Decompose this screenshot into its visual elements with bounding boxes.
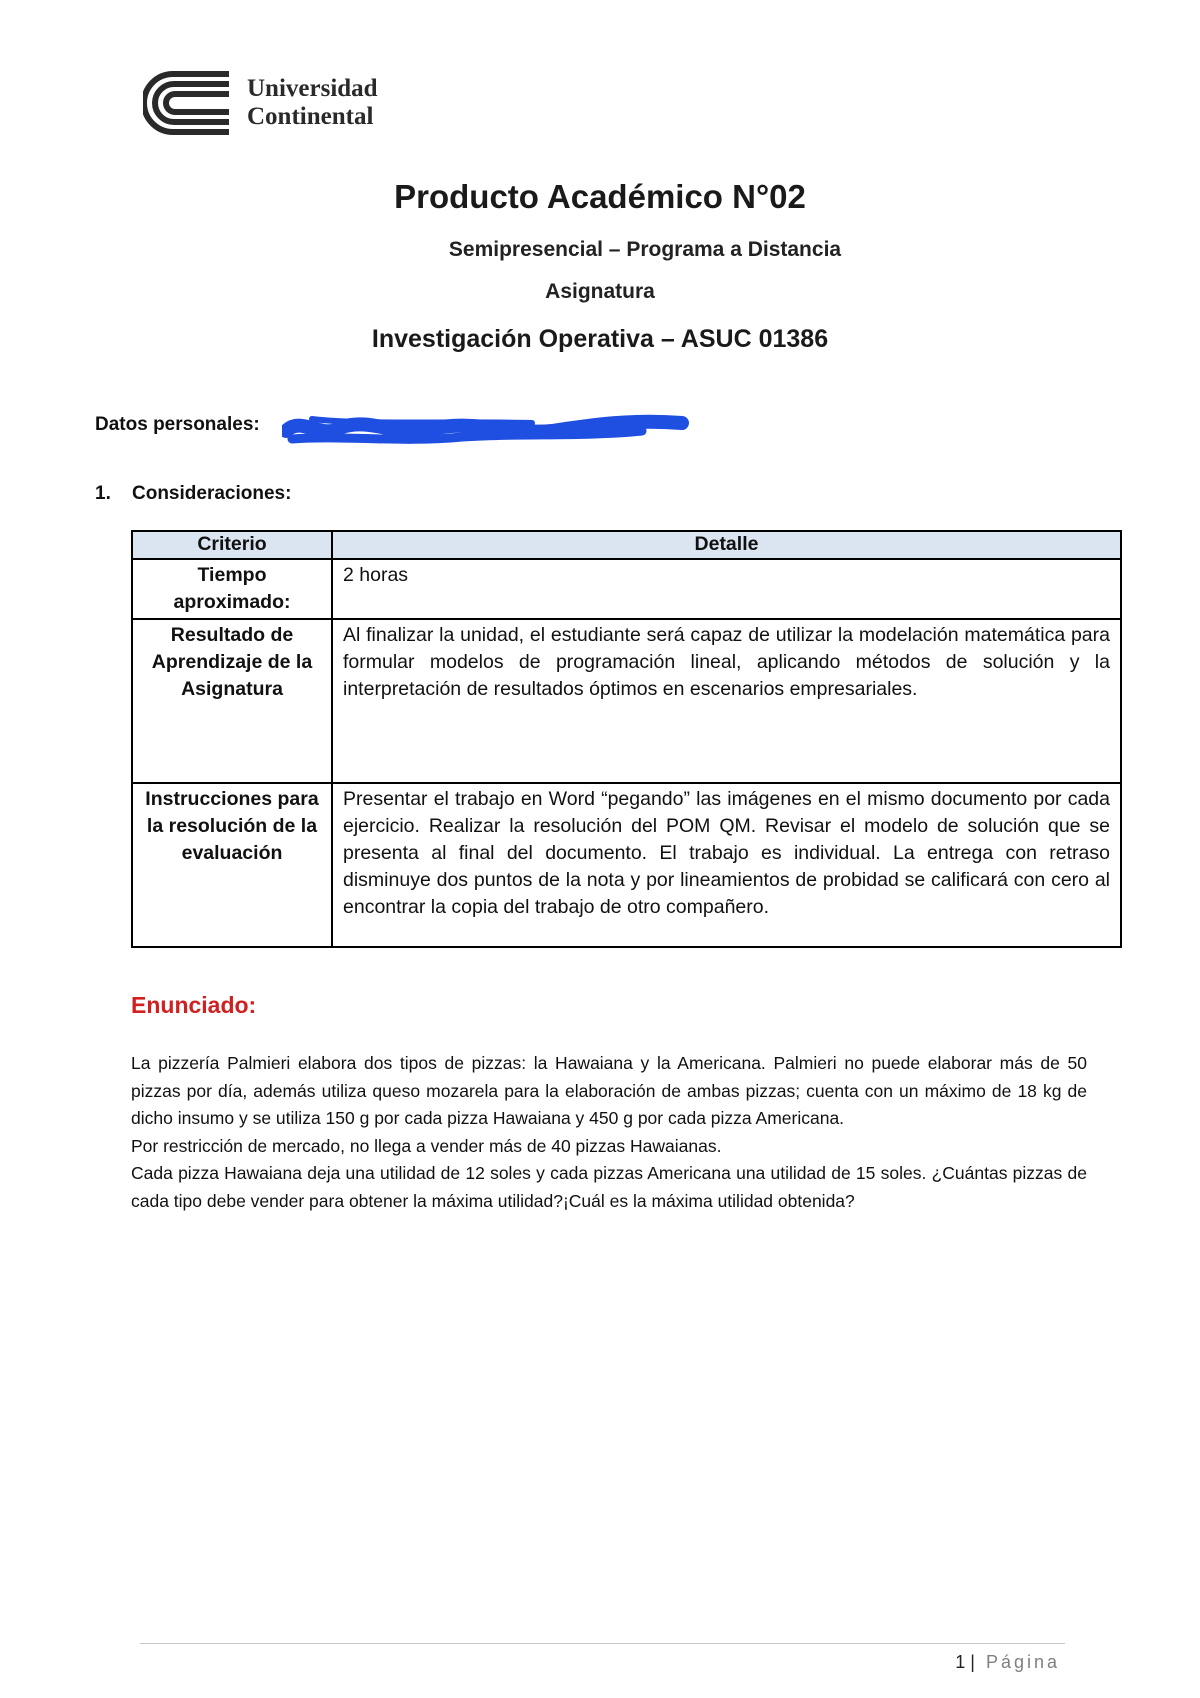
table-cell-detalle: Al finalizar la unidad, el estudiante será capaz de utilizar la modelación matemática para formular modelos de programación lineal, aplicando métodos de solución y la interpretación de resultados óptimos en escenarios empresariales. xyxy=(332,619,1121,783)
course-title: Investigación Operativa – ASUC 01386 xyxy=(371,325,829,353)
table-row xyxy=(132,619,1121,783)
section-heading xyxy=(95,483,291,505)
table-cell-criterio: Resultado de Aprendizaje de la Asignatura xyxy=(132,619,332,783)
university-logo-icon xyxy=(143,70,233,136)
subject-label: Asignatura xyxy=(545,280,655,303)
table-row xyxy=(132,559,1121,619)
redaction-scribble xyxy=(282,405,702,455)
section-title: Consideraciones: xyxy=(132,483,292,504)
logo-wordmark xyxy=(247,75,378,131)
logo-line-1: Universidad xyxy=(247,75,378,102)
footer-divider xyxy=(140,1643,1065,1644)
table-header-criterio: Criterio xyxy=(132,531,332,559)
university-logo xyxy=(143,70,378,136)
table-cell-detalle: Presentar el trabajo en Word “pegando” las imágenes en el mismo documento por cada ejercicio. Realizar la resolución del POM QM. Revisar el modelo de solución que se presenta al final del documento. El trabajo es individual. La entrega con retraso disminuye dos puntos de la nota y por lineamientos de probidad se calificará con cero al encontrar la copia del trabajo de otro compañero. xyxy=(332,783,1121,947)
enunciado-paragraph: Por restricción de mercado, no llega a vender más de 40 pizzas Hawaianas. xyxy=(131,1135,722,1156)
page-title: Producto Académico N°02 xyxy=(394,178,806,215)
table-row xyxy=(132,783,1121,947)
table-cell-criterio: Instrucciones para la resolución de la evaluación xyxy=(132,783,332,947)
footer-separator: | xyxy=(970,1652,975,1672)
table-cell-criterio: Tiempo aproximado: xyxy=(132,559,332,619)
page-number: 1 xyxy=(955,1652,966,1672)
modality-subtitle: Semipresencial – Programa a Distancia xyxy=(448,238,842,261)
personal-data-label: Datos personales: xyxy=(95,414,260,435)
enunciado-paragraph: La pizzería Palmieri elabora dos tipos de pizzas: la Hawaiana y la Americana. Palmieri no puede elaborar más de 50 pizzas por día, además utiliza queso mozarela para la elaboración de ambas pizzas; cuenta con un máximo de 18 kg de dicho insumo y se utiliza 150 g por cada pizza Hawaiana y 450 g por cada pizza Americana. xyxy=(131,1053,1087,1128)
enunciado-paragraph: Cada pizza Hawaiana deja una utilidad de 12 soles y cada pizzas Americana una utilidad de 15 soles. ¿Cuántas pizzas de cada tipo debe vender para obtener la máxima utilidad?¡Cuál es la máxima utilidad obtenida? xyxy=(131,1163,1087,1211)
criteria-table xyxy=(131,530,1122,948)
page-label: Página xyxy=(985,1652,1060,1672)
page-footer xyxy=(955,1652,1060,1673)
logo-line-2: Continental xyxy=(247,103,374,130)
section-number: 1. xyxy=(95,483,111,504)
table-header-row xyxy=(132,531,1121,559)
table-cell-detalle: 2 horas xyxy=(332,559,1121,619)
enunciado-heading: Enunciado: xyxy=(131,992,257,1018)
enunciado-body xyxy=(131,1050,1087,1215)
table-header-detalle: Detalle xyxy=(332,531,1121,559)
